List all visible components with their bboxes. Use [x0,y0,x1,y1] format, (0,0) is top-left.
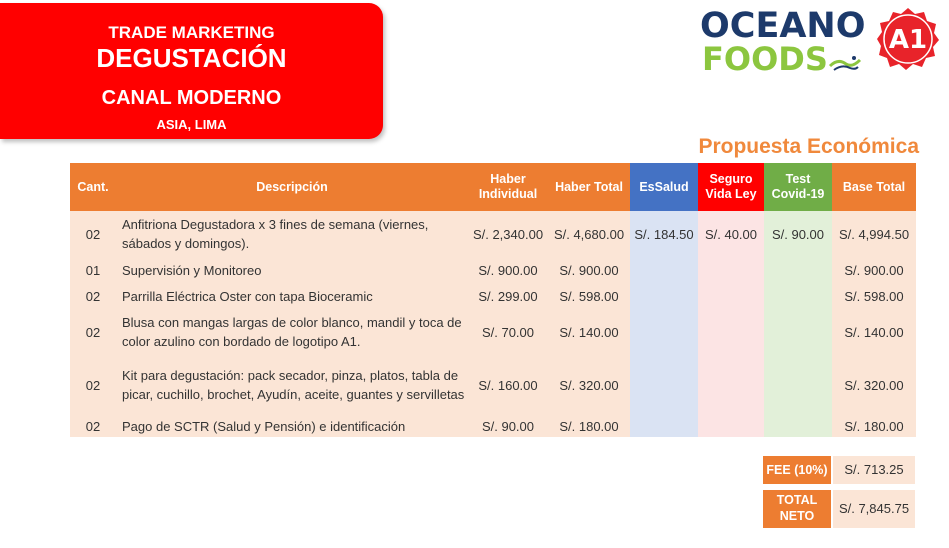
col-header-seguro [698,163,764,211]
cell-cant: 01 [70,257,116,283]
header-line-location: ASIA, LIMA [156,117,227,132]
cell-base-total: S/. 598.00 [832,283,916,309]
col-header-seguro-l2: Vida Ley [705,187,757,201]
table-row [70,309,916,355]
cell-cant: 02 [70,211,116,257]
cell-haber-total: S/. 4,680.00 [548,211,630,257]
col-header-haber-individual-l1: Haber [490,172,526,186]
col-header-seguro-l1: Seguro [709,172,753,186]
cell-desc: Blusa con mangas largas de color blanco, mandil y toca de color azulino con bordado de logotipo A1. [116,309,468,355]
cell-essalud [630,257,698,283]
header-banner [0,3,383,139]
cell-test: S/. 90.00 [764,211,832,257]
col-header-haber-total: Haber Total [548,163,630,211]
cell-essalud: S/. 184.50 [630,211,698,257]
cell-haber-individual: S/. 90.00 [468,415,548,437]
cell-base-total: S/. 140.00 [832,309,916,355]
cell-haber-individual: S/. 2,340.00 [468,211,548,257]
fee-value: S/. 713.25 [833,456,915,484]
cell-seguro [698,415,764,437]
total-neto-label [763,490,831,528]
cell-seguro [698,355,764,415]
col-header-base-total: Base Total [832,163,916,211]
cell-essalud [630,415,698,437]
proposal-title: Propuesta Económica [698,135,919,158]
cell-base-total: S/. 320.00 [832,355,916,415]
cell-haber-total: S/. 320.00 [548,355,630,415]
cell-cant: 02 [70,283,116,309]
cell-desc: Anfitriona Degustadora x 3 fines de semana (viernes, sábados y domingos). [116,211,468,257]
cell-desc: Pago de SCTR (Salud y Pensión) e identificación [116,415,468,437]
cell-essalud [630,283,698,309]
header-line-trade-marketing: TRADE MARKETING [108,23,275,42]
table-row [70,415,916,437]
cell-haber-total: S/. 598.00 [548,283,630,309]
logo-badge-text: A1 [888,25,928,55]
cell-seguro [698,283,764,309]
cell-test [764,355,832,415]
header-line-canal: CANAL MODERNO [101,87,282,109]
oceano-foods-logo [700,6,945,76]
col-header-desc: Descripción [116,163,468,211]
cell-essalud [630,355,698,415]
table-row [70,257,916,283]
cell-haber-total: S/. 140.00 [548,309,630,355]
table-row [70,355,916,415]
col-header-essalud: EsSalud [630,163,698,211]
cell-haber-individual: S/. 160.00 [468,355,548,415]
col-header-haber-individual [468,163,548,211]
a1-badge-icon [875,6,941,72]
cell-test [764,309,832,355]
cell-desc: Supervisión y Monitoreo [116,257,468,283]
cell-haber-individual: S/. 70.00 [468,309,548,355]
logo-oceano-text: OCEANO [700,6,866,46]
header-line-degustacion: DEGUSTACIÓN [96,43,287,73]
cell-seguro: S/. 40.00 [698,211,764,257]
cell-desc: Kit para degustación: pack secador, pinza, platos, tabla de picar, cuchillo, brochet, Ayudín, aceite, guantes y servilletas [116,355,468,415]
cell-test [764,257,832,283]
total-label-line1: TOTAL [776,493,818,507]
col-header-haber-individual-l2: Individual [478,187,538,201]
cell-seguro [698,309,764,355]
col-header-test [764,163,832,211]
cell-haber-individual: S/. 299.00 [468,283,548,309]
col-header-test-l2: Covid-19 [771,187,825,201]
cell-test [764,415,832,437]
table-header-row [70,163,916,211]
cell-seguro [698,257,764,283]
col-header-cant: Cant. [70,163,116,211]
cell-haber-total: S/. 180.00 [548,415,630,437]
cell-cant: 02 [70,309,116,355]
cell-cant: 02 [70,355,116,415]
col-header-test-l1: Test [785,172,811,186]
cell-haber-individual: S/. 900.00 [468,257,548,283]
wave-icon [828,54,862,74]
budget-table [70,163,916,437]
cell-desc: Parrilla Eléctrica Oster con tapa Bioceramic [116,283,468,309]
cell-base-total: S/. 4,994.50 [832,211,916,257]
cell-cant: 02 [70,415,116,437]
cell-haber-total: S/. 900.00 [548,257,630,283]
table-row [70,283,916,309]
total-neto-value: S/. 7,845.75 [833,490,915,528]
fee-label: FEE (10%) [763,456,831,484]
cell-base-total: S/. 900.00 [832,257,916,283]
cell-test [764,283,832,309]
total-label-line2: NETO [779,509,815,523]
logo-foods-text: FOODS [702,40,828,78]
cell-essalud [630,309,698,355]
cell-base-total: S/. 180.00 [832,415,916,437]
table-row [70,211,916,257]
